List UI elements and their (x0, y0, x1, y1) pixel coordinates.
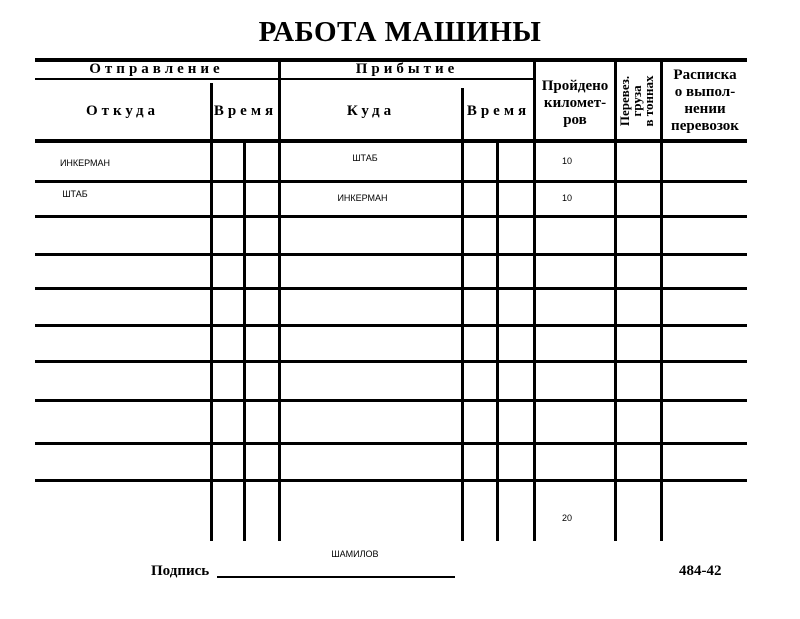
column-divider (210, 83, 213, 541)
signature-name: ШАМИЛОВ (331, 549, 379, 559)
header-bottom-border (35, 139, 747, 143)
row-divider (35, 360, 747, 363)
header-departure-time: Время (213, 103, 278, 119)
header-receipt (663, 67, 747, 135)
column-divider (496, 143, 499, 541)
header-cargo-line: в тоннах (641, 75, 656, 127)
column-divider (614, 62, 617, 541)
row-divider (35, 215, 747, 218)
row2-from: ШТАБ (62, 189, 88, 199)
row-divider (35, 253, 747, 256)
header-to: Куда (346, 103, 396, 119)
header-kilometers-line: километ- (543, 95, 607, 111)
header-receipt-line: нении (684, 101, 726, 117)
column-divider (243, 143, 246, 541)
page-title: РАБОТА МАШИНЫ (258, 16, 542, 48)
header-departure: Отправление (89, 61, 224, 77)
row2-km: 10 (561, 193, 572, 203)
column-divider (533, 62, 536, 541)
row-divider (35, 399, 747, 402)
header-cargo-line: Перевез. (617, 75, 632, 127)
header-group-divider (35, 78, 535, 80)
header-kilometers-line: Пройдено (541, 78, 609, 94)
header-kilometers-line: ров (563, 112, 587, 128)
header-arrival: Прибытие (355, 61, 459, 77)
form-number: 484-42 (679, 563, 722, 579)
row-divider (35, 287, 747, 290)
signature-label: Подпись (151, 563, 210, 579)
header-receipt-line: о выпол- (674, 84, 736, 100)
header-from: Откуда (85, 103, 160, 119)
row-divider (35, 442, 747, 445)
header-cargo-tons (619, 63, 655, 139)
row1-to: ШТАБ (352, 153, 378, 163)
header-cargo-line: груза (629, 85, 644, 117)
row-divider (35, 324, 747, 327)
header-arrival-time: Время (466, 103, 531, 119)
row1-from: ИНКЕРМАН (59, 158, 111, 168)
header-receipt-line: перевозок (671, 118, 739, 134)
row2-to: ИНКЕРМАН (337, 193, 388, 203)
row-divider (35, 180, 747, 183)
total-km: 20 (561, 513, 572, 523)
column-divider (278, 62, 281, 541)
header-receipt-line: Расписка (673, 67, 737, 83)
header-kilometers (536, 78, 614, 129)
signature-line (217, 576, 455, 578)
row-divider (35, 479, 747, 482)
column-divider (461, 88, 464, 541)
row1-km: 10 (561, 156, 572, 166)
